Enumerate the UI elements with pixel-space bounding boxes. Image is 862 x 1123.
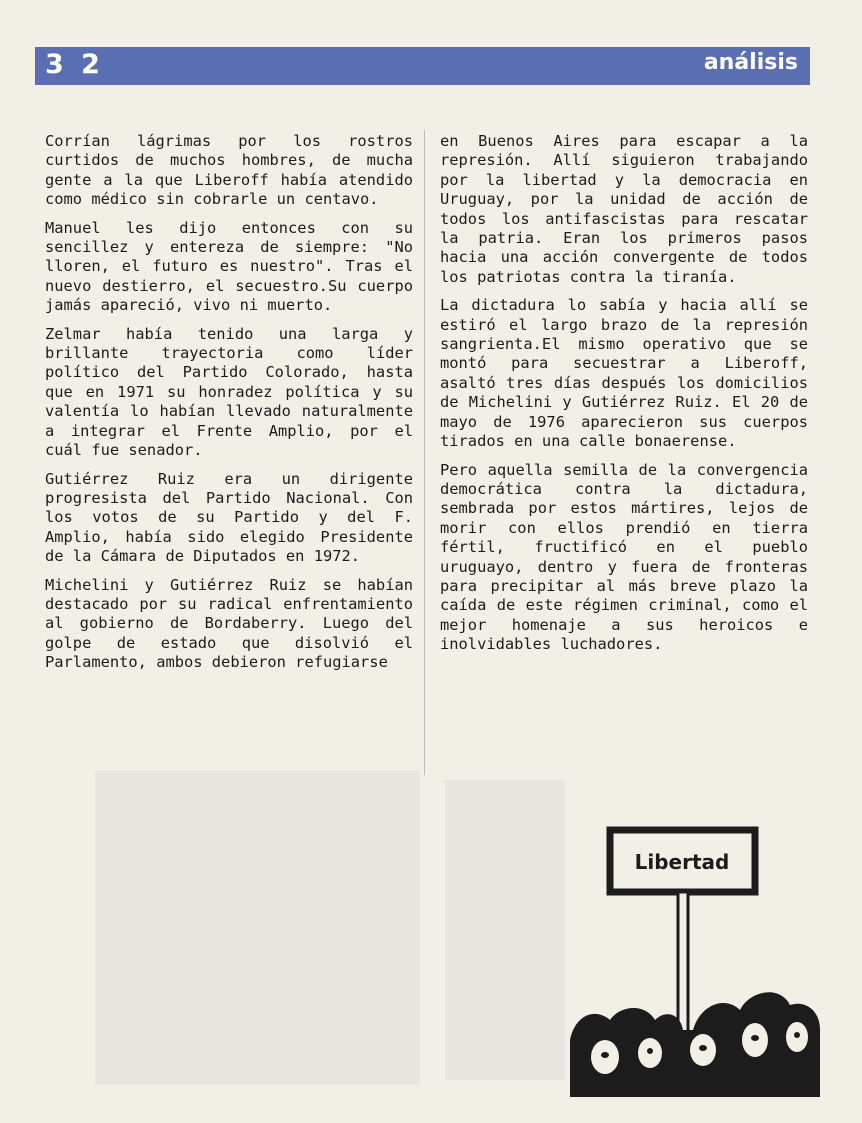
paragraph: Gutiérrez Ruiz era un dirigente progresista del Partido Nacional. Con los votos de su Partido y del F. Amplio, había sido elegido Presidente de la Cámara de Diputados en 1972. <box>45 469 413 566</box>
column-divider <box>424 130 425 775</box>
paragraph: en Buenos Aires para escapar a la represión. Allí siguieron trabajando por la libertad y la democracia en Uruguay, por la unidad de acción de todos los antifascistas para rescatar la patria. Eran los primeros pasos hacia una acción convergente de todos los patriotas contra la tiranía. <box>440 132 808 286</box>
page-number: 3 2 <box>45 49 104 80</box>
protest-illustration <box>565 825 825 1097</box>
header-bar <box>35 47 810 85</box>
paragraph: Corrían lágrimas por los rostros curtidos de muchos hombres, de mucha gente a la que Liberoff había atendido como médico sin cobrarle un centavo. <box>45 132 413 209</box>
right-column <box>440 132 808 664</box>
left-column <box>45 132 413 682</box>
sign-text: Libertad <box>634 850 730 874</box>
bleed-through-shadow <box>95 770 420 1085</box>
paragraph: Manuel les dijo entonces con su sencillez y entereza de siempre: "No lloren, el futuro es nuestro". Tras el nuevo destierro, el secuestro.Su cuerpo jamás apareció, vivo ni muerto. <box>45 218 413 315</box>
sign-pole <box>678 892 688 1042</box>
paragraph: Zelmar había tenido una larga y brillante trayectoria como líder político del Partido Colorado, hasta que en 1971 su honradez política y su valentía lo habían llevado naturalmente a integrar el Frente Amplio, por el cuál fue senador. <box>45 324 413 460</box>
section-label: análisis <box>703 50 798 75</box>
bleed-through-shadow <box>445 780 565 1080</box>
paragraph: Pero aquella semilla de la convergencia democrática contra la dictadura, sembrada por estos mártires, lejos de morir con ellos prendió en tierra fértil, fructificó en el pueblo uruguayo, dentro y fuera de fronteras para precipitar al más breve plazo la caída de este régimen criminal, como el mejor homenaje a sus heroicos e inolvidables luchadores. <box>440 460 808 654</box>
paragraph: La dictadura lo sabía y hacia allí se estiró el largo brazo de la represión sangrienta.El mismo operativo que se montó para secuestrar a Liberoff, asaltó tres días después los domicilios de Michelini y Gutiérrez Ruiz. El 20 de mayo de 1976 aparecieron sus cuerpos tirados en una calle bonaerense. <box>440 296 808 451</box>
paragraph: Michelini y Gutiérrez Ruiz se habían destacado por su radical enfrentamiento al gobierno de Bordaberry. Luego del golpe de estado que disolvió el Parlamento, ambos debieron refugiarse <box>45 575 413 672</box>
